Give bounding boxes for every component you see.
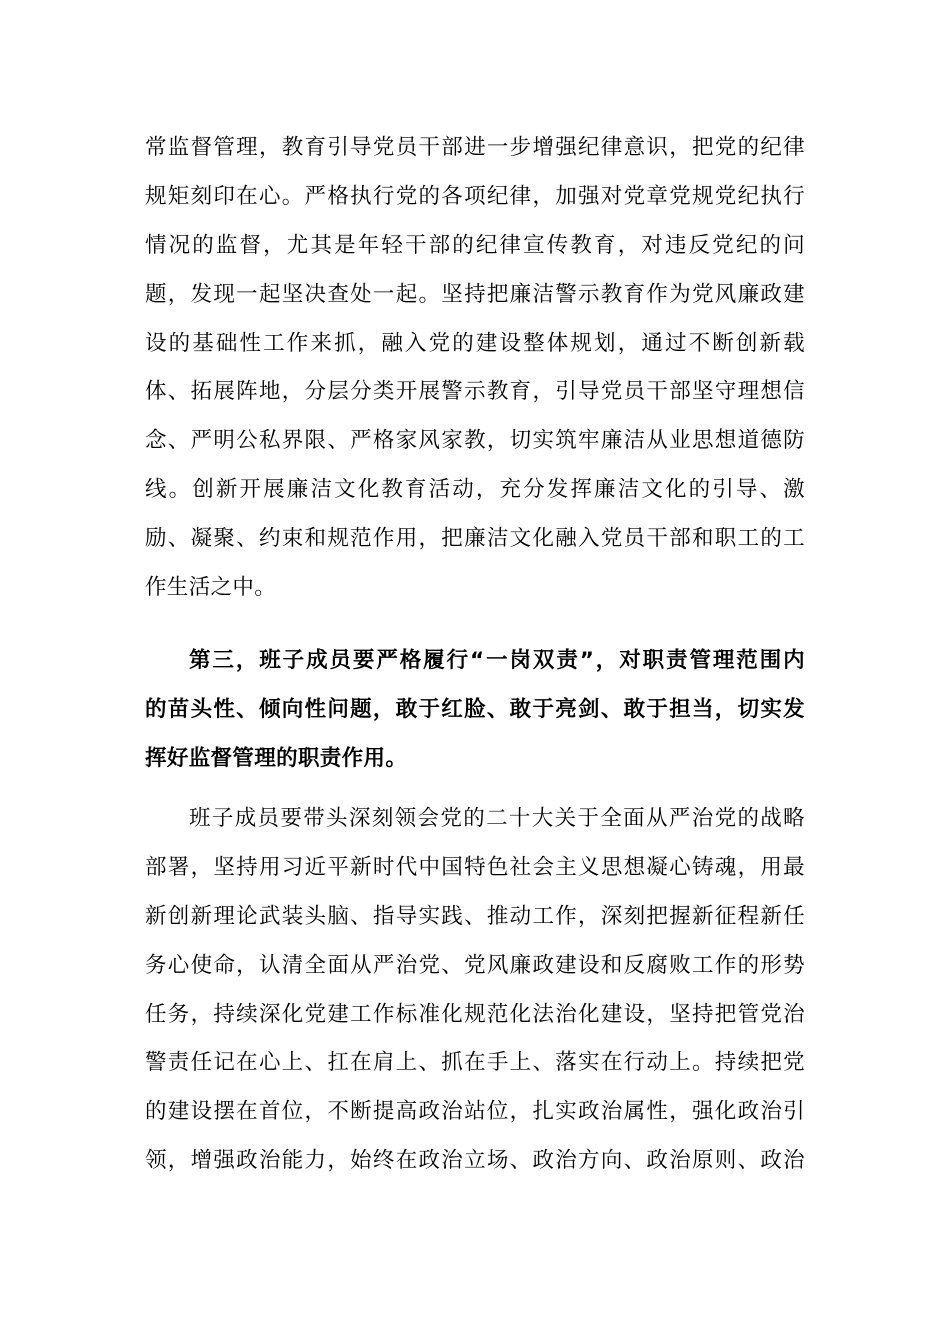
paragraph-line: 常监督管理，教育引导党员干部进一步增强纪律意识，把党的纪律	[145, 135, 805, 160]
paragraph-line: 设的基础性工作来抓，融入党的建设整体规划，通过不断创新载	[145, 330, 805, 356]
paragraph-line: 念、严明公私界限、严格家风家教，切实筑牢廉洁从业思想道德防	[145, 428, 805, 454]
paragraph-line: 线。创新开展廉洁文化教育活动，充分发挥廉洁文化的引导、激	[145, 477, 805, 503]
paragraph-line: 体、拓展阵地，分层分类开展警示教育，引导党员干部坚守理想信	[145, 379, 805, 405]
paragraph-body-1	[145, 124, 805, 613]
paragraph-line: 任务，持续深化党建工作标准化规范化法治化建设，坚持把管党治	[145, 1001, 805, 1027]
paragraph-body-2	[145, 795, 805, 1186]
paragraph-line: 务心使命，认清全面从严治党、党风廉政建设和反腐败工作的形势	[145, 952, 805, 978]
paragraph-line: 情况的监督，尤其是年轻干部的纪律宣传教育，对违反党纪的问	[145, 232, 805, 258]
paragraph-line: 部署，坚持用习近平新时代中国特色社会主义思想凝心铸魂，用最	[145, 854, 805, 880]
paragraph-line: 励、凝聚、约束和规范作用，把廉洁文化融入党员干部和职工的工	[145, 526, 805, 552]
paragraph-line: 领，增强政治能力，始终在政治立场、政治方向、政治原则、政治	[145, 1148, 805, 1174]
heading-line: 的苗头性、倾向性问题，敢于红脸、敢于亮剑、敢于担当，切实发	[145, 696, 805, 722]
paragraph-line: 新创新理论武装头脑、指导实践、推动工作，深刻把握新征程新任	[145, 903, 805, 929]
heading-line: 挥好监督管理的职责作用。	[145, 745, 408, 771]
paragraph-line: 的建设摆在首位，不断提高政治站位，扎实政治属性，强化政治引	[145, 1099, 805, 1125]
paragraph-line: 警责任记在心上、扛在肩上、抓在手上、落实在行动上。持续把党	[145, 1050, 805, 1076]
heading-line: 第三，班子成员要严格履行“一岗双责”，对职责管理范围内	[189, 648, 805, 673]
paragraph-line: 规矩刻印在心。严格执行党的各项纪律，加强对党章党规党纪执行	[145, 183, 805, 209]
paragraph-line: 题，发现一起坚决查处一起。坚持把廉洁警示教育作为党风廉政建	[145, 281, 805, 307]
paragraph-line: 作生活之中。	[145, 575, 277, 601]
section-heading-3	[145, 637, 805, 784]
paragraph-line: 班子成员要带头深刻领会党的二十大关于全面从严治党的战略	[189, 806, 805, 831]
